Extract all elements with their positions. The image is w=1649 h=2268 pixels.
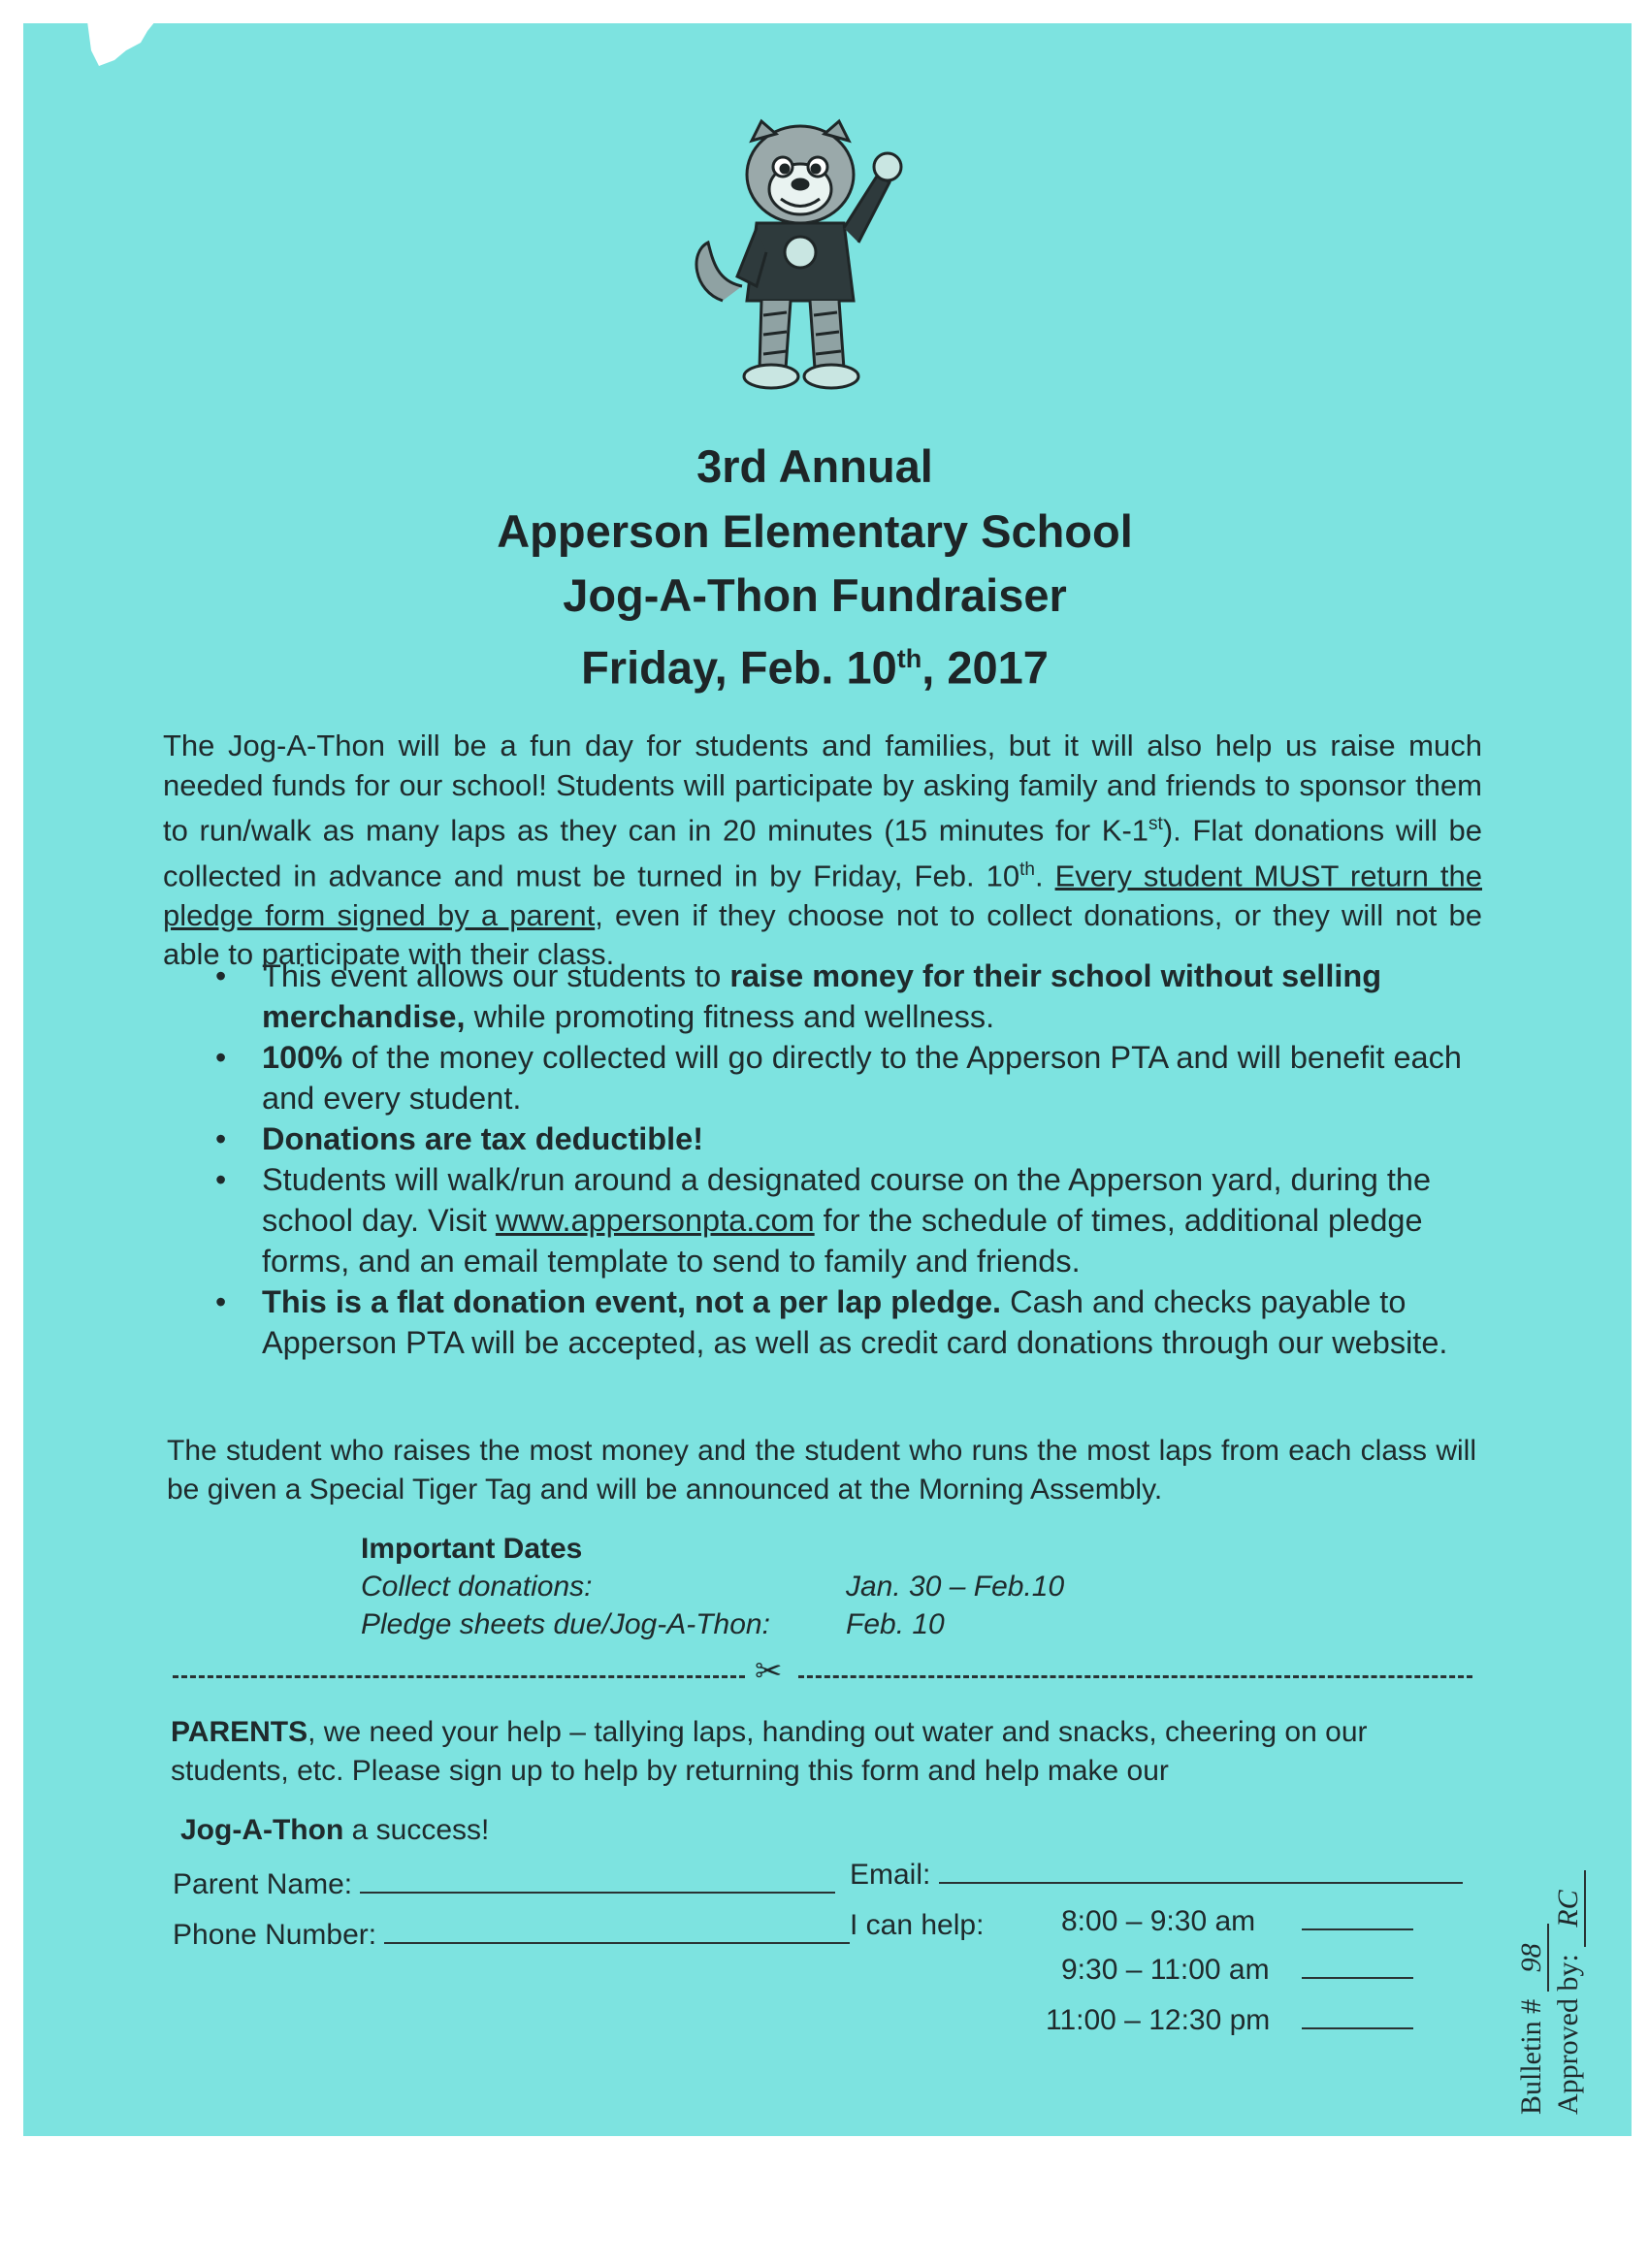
bullet-bold-text: Donations are tax deductible! bbox=[262, 1121, 704, 1156]
benefits-list bbox=[215, 956, 1467, 1363]
bulletin-label: Bulletin # bbox=[1515, 1998, 1547, 2115]
title-year: , 2017 bbox=[922, 641, 1049, 694]
slot-checkbox-line[interactable] bbox=[1302, 1952, 1413, 1979]
help-label: I can help: bbox=[850, 1909, 985, 1941]
help-slot-2[interactable] bbox=[1061, 1952, 1413, 1989]
help-slot-1[interactable] bbox=[1061, 1903, 1413, 1940]
closing-paragraph: The student who raises the most money and the student who runs the most laps from each class will be given a Special Tiger Tag and will be announced at the Morning Assembly. bbox=[167, 1435, 1476, 1506]
slot-checkbox-line[interactable] bbox=[1302, 1903, 1413, 1930]
slot-time: 11:00 – 12:30 pm bbox=[1046, 2004, 1271, 2036]
parent-name-field[interactable] bbox=[173, 1866, 835, 1903]
website-link[interactable]: www.appersonpta.com bbox=[495, 1203, 815, 1238]
bulletin-number: 98 bbox=[1515, 1924, 1549, 1992]
tiger-mascot-icon bbox=[684, 107, 917, 403]
bulletin-stamp bbox=[1513, 1824, 1620, 2115]
intro-sup-2: th bbox=[1019, 859, 1035, 880]
bulletin-stamp-text bbox=[1513, 1824, 1620, 2115]
bullet-text: while promoting fitness and wellness. bbox=[465, 999, 995, 1034]
date-label: Collect donations: bbox=[361, 1571, 593, 1603]
dashed-line bbox=[173, 1675, 745, 1678]
slot-checkbox-line[interactable] bbox=[1302, 2002, 1413, 2029]
title-date: Friday, Feb. 10 bbox=[581, 641, 897, 694]
important-dates-heading: Important Dates bbox=[361, 1533, 583, 1565]
list-item bbox=[215, 1159, 1467, 1281]
list-item bbox=[215, 1281, 1467, 1363]
intro-paragraph bbox=[163, 727, 1482, 975]
list-item bbox=[215, 1037, 1467, 1118]
parent-name-label: Parent Name: bbox=[173, 1868, 353, 1900]
title-line-1: 3rd Annual bbox=[696, 440, 933, 492]
title-line-3: Jog-A-Thon Fundraiser bbox=[563, 569, 1067, 621]
bullet-text: of the money collected will go directly to the Apperson PTA and will benefit each and every student. bbox=[262, 1040, 1462, 1116]
approved-row bbox=[1550, 1824, 1587, 2115]
intro-text-1: The Jog-A-Thon will be a fun day for students and families, but it will also help us raise much needed funds for our school! Students will participate by asking family and friends to sponsor them to run/walk as many laps as they can in 20 minutes (15 minutes for K-1 bbox=[163, 729, 1482, 848]
bullet-text: Students will walk/run around a designated course on the Apperson yard, during the school day. Visit bbox=[262, 1162, 1432, 1238]
date-label: Pledge sheets due/Jog-A-Thon: bbox=[361, 1608, 770, 1640]
bullet-text: This event allows our students to bbox=[262, 958, 730, 993]
title-date-sup: th bbox=[896, 644, 922, 673]
torn-corner bbox=[87, 21, 155, 66]
bullet-bold-text: 100% bbox=[262, 1040, 343, 1075]
bulletin-row bbox=[1513, 1824, 1550, 2115]
date-value: Jan. 30 – Feb.10 bbox=[846, 1571, 1065, 1603]
jogathon-bold: Jog-A-Thon bbox=[180, 1814, 344, 1846]
email-label: Email: bbox=[850, 1859, 931, 1891]
email-field[interactable] bbox=[850, 1857, 1463, 1894]
intro-underlined-text: Every student MUST return the pledge form signed by a parent bbox=[163, 859, 1482, 932]
slot-time: 9:30 – 11:00 am bbox=[1061, 1954, 1270, 1986]
approved-signature: RC bbox=[1552, 1870, 1586, 1946]
date-row bbox=[361, 1605, 1064, 1643]
volunteer-text: , we need your help – tallying laps, handing out water and snacks, cheering on our students, etc. Please sign up to help by returning this form and help make our bbox=[171, 1716, 1368, 1787]
slot-time: 8:00 – 9:30 am bbox=[1061, 1905, 1256, 1937]
dashed-line bbox=[798, 1675, 1472, 1678]
phone-number-field[interactable] bbox=[173, 1917, 850, 1954]
date-row bbox=[361, 1568, 1064, 1605]
parent-name-input[interactable] bbox=[360, 1866, 835, 1894]
intro-sup-1: st bbox=[1148, 814, 1163, 834]
phone-number-label: Phone Number: bbox=[173, 1919, 377, 1951]
bullet-text: for the schedule of times, additional pledge forms, and an email template to send to family and friends. bbox=[262, 1203, 1423, 1279]
bullet-bold-text: This is a flat donation event, not a per lap pledge. bbox=[262, 1284, 1002, 1319]
list-item bbox=[215, 956, 1467, 1037]
bullet-text: Cash and checks payable to Apperson PTA will be accepted, as well as credit card donations through our website. bbox=[262, 1284, 1448, 1360]
volunteer-closing bbox=[180, 1812, 489, 1849]
email-input[interactable] bbox=[939, 1857, 1463, 1884]
help-slot-3[interactable] bbox=[1046, 2002, 1413, 2039]
date-value: Feb. 10 bbox=[846, 1608, 945, 1640]
scissors-icon: ✂ bbox=[755, 1653, 783, 1690]
approved-label: Approved by: bbox=[1552, 1954, 1584, 2115]
important-dates bbox=[361, 1530, 1064, 1643]
intro-text-3: . bbox=[1034, 859, 1055, 893]
title-line-2: Apperson Elementary School bbox=[497, 505, 1133, 557]
cut-line bbox=[173, 1653, 1472, 1690]
volunteer-text: a success! bbox=[343, 1814, 490, 1846]
intro-text-4: , even if they choose not to collect donations, or they will not be able to participate with their class. bbox=[163, 897, 1483, 972]
volunteer-intro bbox=[171, 1713, 1471, 1791]
phone-number-input[interactable] bbox=[384, 1917, 850, 1944]
list-item bbox=[215, 1118, 1467, 1159]
intro-text-2: ). Flat donations will be collected in advance and must be turned in by Friday, Feb. 10 bbox=[163, 813, 1482, 893]
bullet-bold-text: raise money for their school without selling merchandise, bbox=[262, 958, 1382, 1034]
parents-heading: PARENTS bbox=[171, 1716, 308, 1748]
title-line-4 bbox=[0, 629, 1630, 698]
